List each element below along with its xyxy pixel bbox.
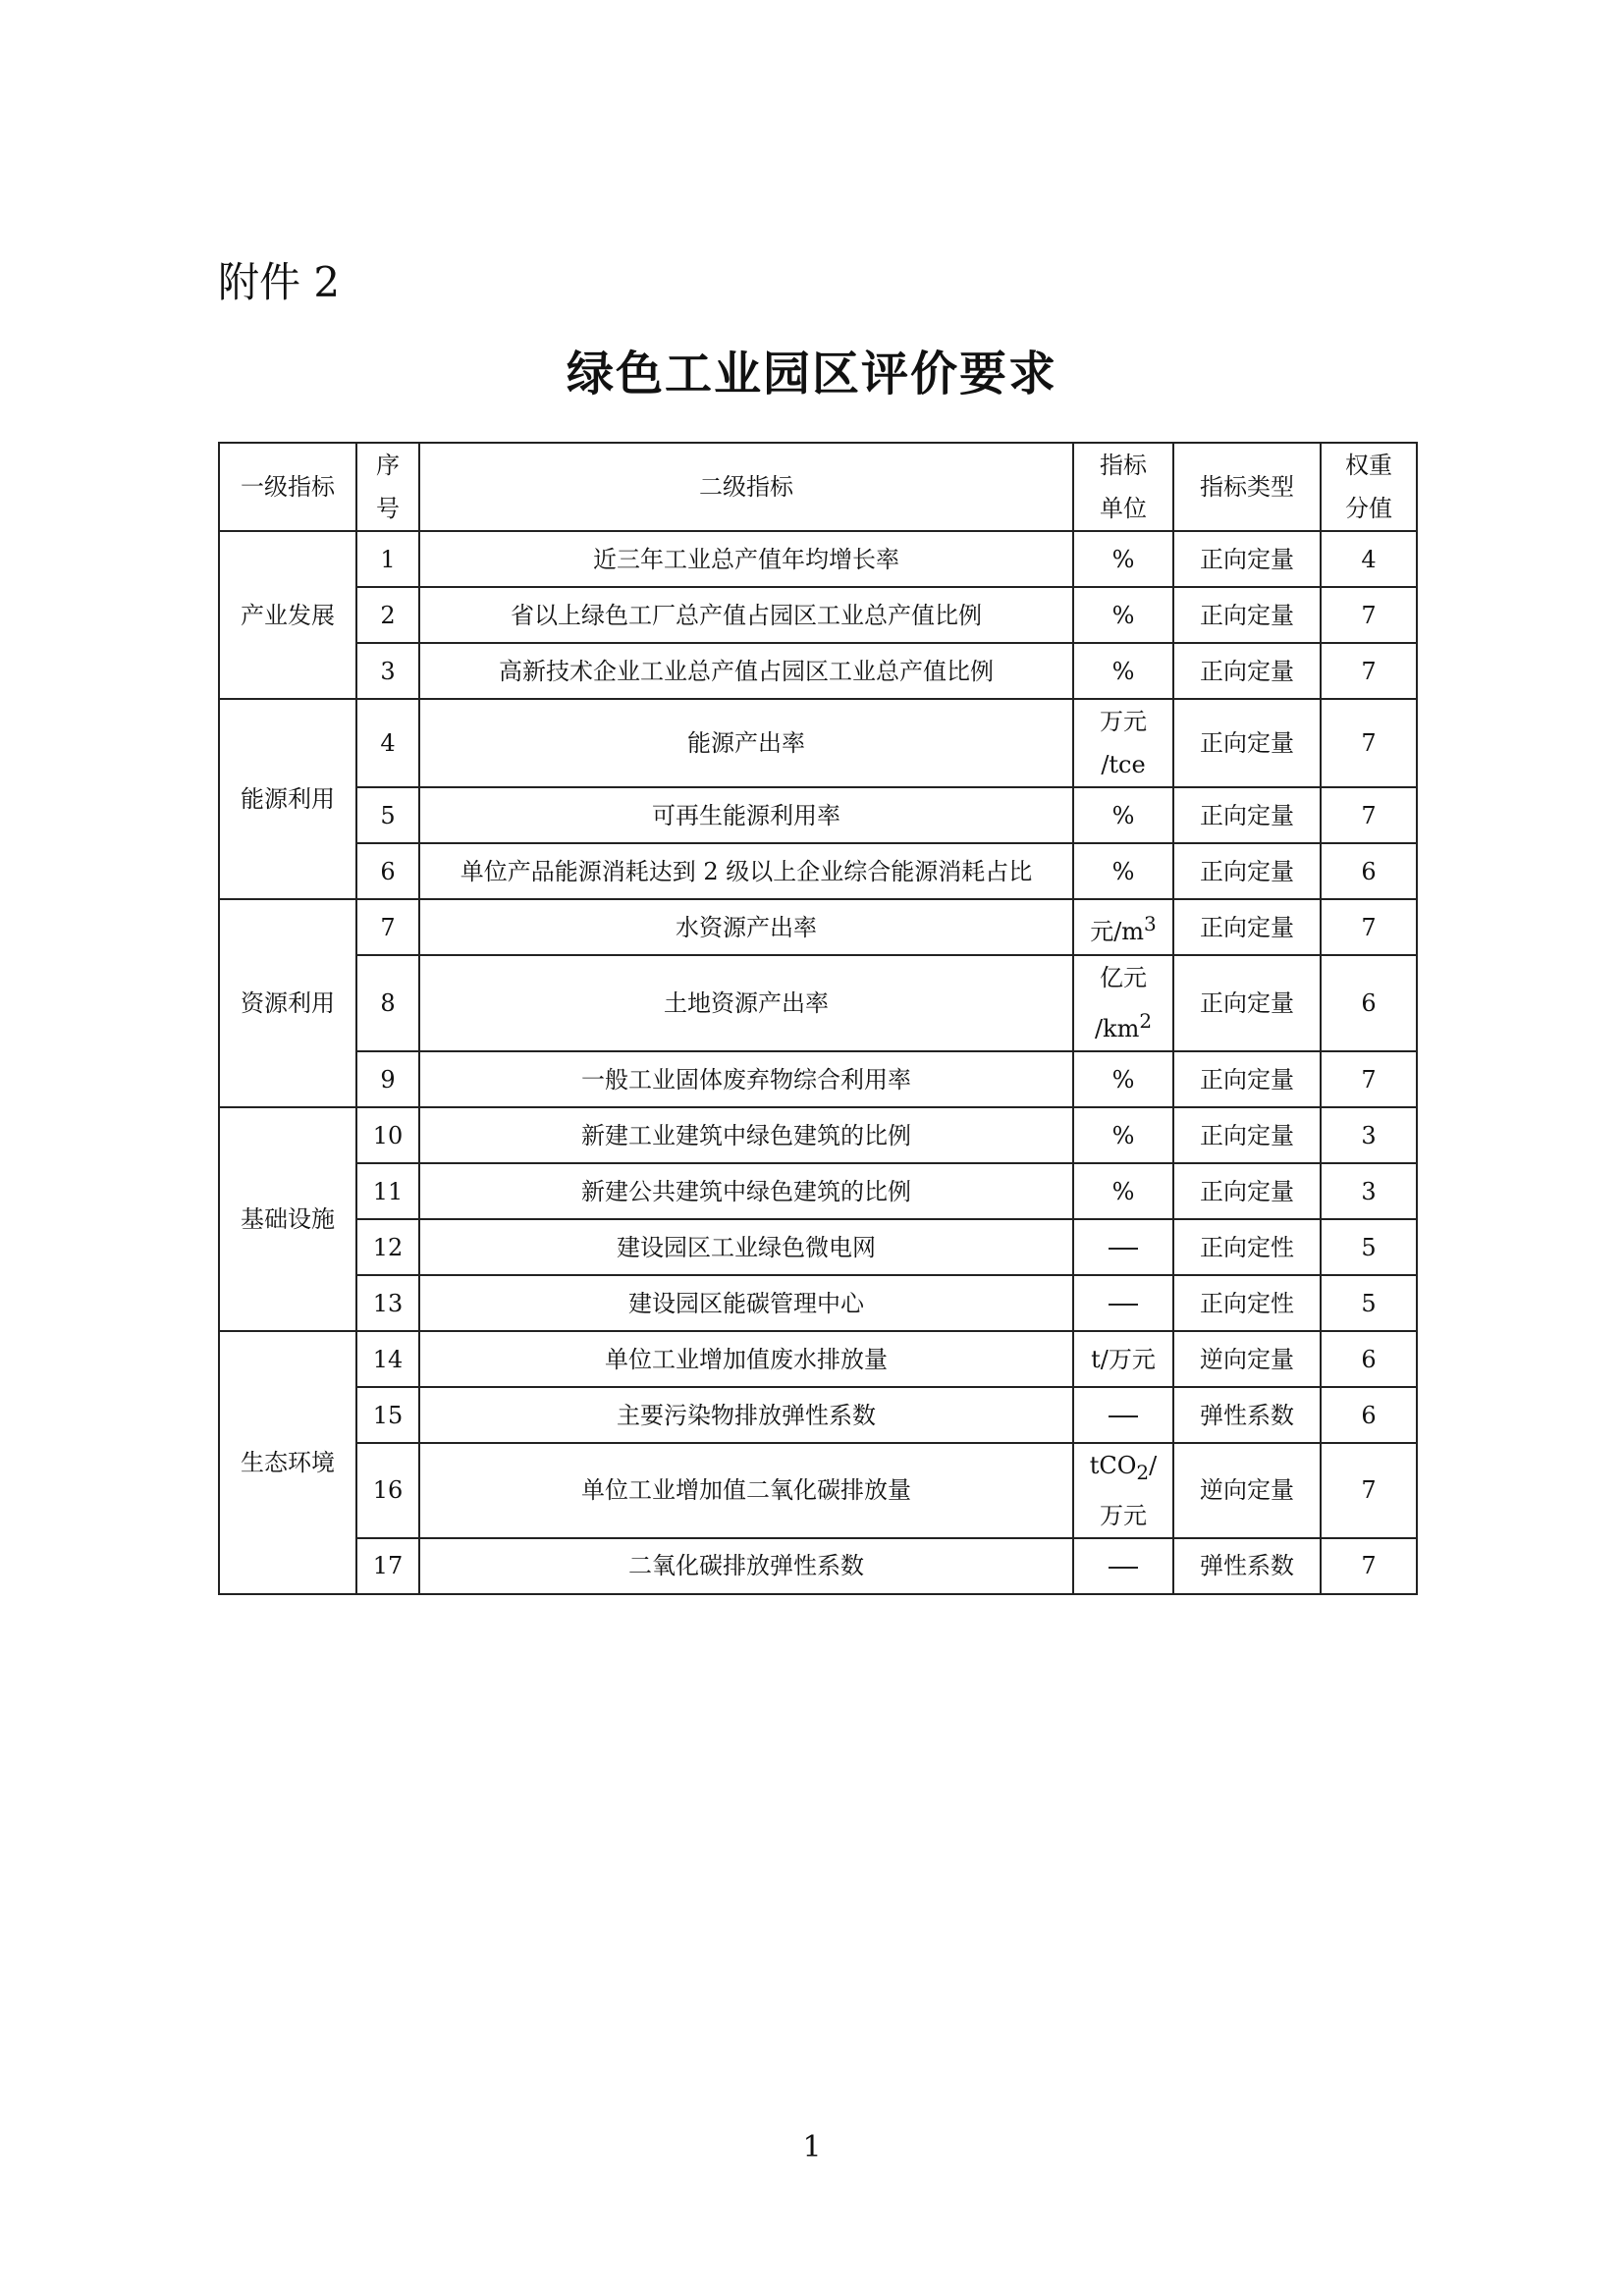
unit-line1: 亿元 bbox=[1100, 964, 1147, 991]
row-weight: 4 bbox=[1321, 531, 1417, 587]
unit-dash bbox=[1109, 1567, 1138, 1569]
row-unit bbox=[1073, 899, 1173, 955]
row-type: 正向定量 bbox=[1173, 843, 1321, 899]
row-weight: 3 bbox=[1321, 1107, 1417, 1163]
table-row bbox=[219, 1443, 1417, 1538]
header-unit-line2: 单位 bbox=[1100, 495, 1147, 522]
row-number: 15 bbox=[356, 1387, 419, 1443]
unit-line1 bbox=[1090, 1444, 1158, 1494]
document-title: 绿色工业园区评价要求 bbox=[566, 347, 1057, 401]
row-type: 正向定量 bbox=[1173, 587, 1321, 643]
category-ecology: 生态环境 bbox=[219, 1331, 356, 1594]
page-number: 1 bbox=[802, 2130, 822, 2164]
row-unit: % bbox=[1073, 787, 1173, 843]
row-number: 1 bbox=[356, 531, 419, 587]
row-type: 正向定量 bbox=[1173, 1107, 1321, 1163]
row-indicator: 可再生能源利用率 bbox=[419, 787, 1073, 843]
unit-line2 bbox=[1095, 999, 1152, 1050]
unit-line1: 万元 bbox=[1100, 708, 1147, 735]
row-number: 5 bbox=[356, 787, 419, 843]
row-unit: % bbox=[1073, 643, 1173, 699]
row-type: 正向定量 bbox=[1173, 787, 1321, 843]
table-row bbox=[219, 955, 1417, 1051]
row-type: 正向定性 bbox=[1173, 1219, 1321, 1275]
row-number: 3 bbox=[356, 643, 419, 699]
header-weight-line2: 分值 bbox=[1345, 495, 1392, 522]
row-type: 弹性系数 bbox=[1173, 1538, 1321, 1594]
row-type: 正向定量 bbox=[1173, 531, 1321, 587]
row-weight: 5 bbox=[1321, 1275, 1417, 1331]
row-unit bbox=[1073, 1443, 1173, 1538]
row-weight: 6 bbox=[1321, 955, 1417, 1051]
row-indicator: 新建工业建筑中绿色建筑的比例 bbox=[419, 1107, 1073, 1163]
row-indicator: 近三年工业总产值年均增长率 bbox=[419, 531, 1073, 587]
row-number: 17 bbox=[356, 1538, 419, 1594]
table-row bbox=[219, 899, 1417, 955]
row-indicator: 水资源产出率 bbox=[419, 899, 1073, 955]
unit-base: /km bbox=[1094, 1015, 1140, 1042]
row-indicator: 新建公共建筑中绿色建筑的比例 bbox=[419, 1163, 1073, 1219]
attachment-label: 附件 2 bbox=[218, 258, 341, 306]
unit-dash bbox=[1109, 1304, 1138, 1306]
row-unit bbox=[1073, 1538, 1173, 1594]
unit-pre: tCO bbox=[1089, 1452, 1137, 1479]
category-resource: 资源利用 bbox=[219, 899, 356, 1107]
table-row bbox=[219, 1163, 1417, 1219]
row-type: 正向定量 bbox=[1173, 699, 1321, 787]
row-weight: 6 bbox=[1321, 1387, 1417, 1443]
unit-line2: 万元 bbox=[1100, 1501, 1147, 1529]
row-indicator: 省以上绿色工厂总产值占园区工业总产值比例 bbox=[419, 587, 1073, 643]
row-weight: 6 bbox=[1321, 843, 1417, 899]
row-weight: 7 bbox=[1321, 1051, 1417, 1107]
table-row bbox=[219, 1538, 1417, 1594]
row-number: 11 bbox=[356, 1163, 419, 1219]
table-row bbox=[219, 1051, 1417, 1107]
table-row bbox=[219, 587, 1417, 643]
table-header-row bbox=[219, 443, 1417, 531]
unit-subscript: 2 bbox=[1136, 1460, 1150, 1484]
row-weight: 5 bbox=[1321, 1219, 1417, 1275]
row-weight: 7 bbox=[1321, 699, 1417, 787]
row-number: 7 bbox=[356, 899, 419, 955]
row-type: 正向定量 bbox=[1173, 899, 1321, 955]
row-number: 13 bbox=[356, 1275, 419, 1331]
row-weight: 7 bbox=[1321, 787, 1417, 843]
header-weight-line1: 权重 bbox=[1345, 452, 1392, 479]
row-type: 逆向定量 bbox=[1173, 1331, 1321, 1387]
row-type: 正向定性 bbox=[1173, 1275, 1321, 1331]
row-number: 8 bbox=[356, 955, 419, 1051]
row-unit bbox=[1073, 1219, 1173, 1275]
table-row bbox=[219, 1331, 1417, 1387]
row-type: 逆向定量 bbox=[1173, 1443, 1321, 1538]
table-row bbox=[219, 643, 1417, 699]
table-row bbox=[219, 1275, 1417, 1331]
row-unit: % bbox=[1073, 1163, 1173, 1219]
evaluation-table bbox=[218, 442, 1418, 1595]
row-number: 6 bbox=[356, 843, 419, 899]
row-weight: 7 bbox=[1321, 1538, 1417, 1594]
row-unit: % bbox=[1073, 843, 1173, 899]
row-number: 9 bbox=[356, 1051, 419, 1107]
row-weight: 7 bbox=[1321, 899, 1417, 955]
row-type: 正向定量 bbox=[1173, 643, 1321, 699]
row-weight: 6 bbox=[1321, 1331, 1417, 1387]
row-weight: 7 bbox=[1321, 587, 1417, 643]
row-indicator: 建设园区工业绿色微电网 bbox=[419, 1219, 1073, 1275]
row-type: 弹性系数 bbox=[1173, 1387, 1321, 1443]
table-row bbox=[219, 843, 1417, 899]
row-indicator: 高新技术企业工业总产值占园区工业总产值比例 bbox=[419, 643, 1073, 699]
unit-superscript: 3 bbox=[1144, 911, 1157, 935]
row-unit: % bbox=[1073, 1107, 1173, 1163]
row-unit: % bbox=[1073, 531, 1173, 587]
unit-post: / bbox=[1149, 1452, 1158, 1479]
row-indicator: 能源产出率 bbox=[419, 699, 1073, 787]
unit-dash bbox=[1109, 1248, 1138, 1250]
row-unit: % bbox=[1073, 1051, 1173, 1107]
row-unit bbox=[1073, 1275, 1173, 1331]
category-energy: 能源利用 bbox=[219, 699, 356, 899]
row-unit: t/万元 bbox=[1073, 1331, 1173, 1387]
row-indicator: 二氧化碳排放弹性系数 bbox=[419, 1538, 1073, 1594]
row-indicator: 主要污染物排放弹性系数 bbox=[419, 1387, 1073, 1443]
header-indicator: 二级指标 bbox=[419, 443, 1073, 531]
row-number: 12 bbox=[356, 1219, 419, 1275]
row-indicator: 单位工业增加值废水排放量 bbox=[419, 1331, 1073, 1387]
row-type: 正向定量 bbox=[1173, 1051, 1321, 1107]
table-row bbox=[219, 787, 1417, 843]
unit-dash bbox=[1109, 1415, 1138, 1417]
row-indicator: 土地资源产出率 bbox=[419, 955, 1073, 1051]
header-type: 指标类型 bbox=[1173, 443, 1321, 531]
row-unit bbox=[1073, 1387, 1173, 1443]
header-number-line1: 序 bbox=[376, 452, 400, 479]
unit-superscript: 2 bbox=[1139, 1009, 1153, 1033]
header-number bbox=[356, 443, 419, 531]
header-weight bbox=[1321, 443, 1417, 531]
row-indicator: 建设园区能碳管理中心 bbox=[419, 1275, 1073, 1331]
unit-base: 元/m bbox=[1090, 917, 1145, 945]
table-row bbox=[219, 699, 1417, 787]
row-number: 4 bbox=[356, 699, 419, 787]
table-row bbox=[219, 1219, 1417, 1275]
header-category: 一级指标 bbox=[219, 443, 356, 531]
row-unit bbox=[1073, 955, 1173, 1051]
row-weight: 3 bbox=[1321, 1163, 1417, 1219]
table-row bbox=[219, 531, 1417, 587]
row-indicator: 单位产品能源消耗达到 2 级以上企业综合能源消耗占比 bbox=[419, 843, 1073, 899]
header-number-line2: 号 bbox=[376, 495, 400, 522]
row-weight: 7 bbox=[1321, 643, 1417, 699]
header-unit-line1: 指标 bbox=[1100, 452, 1147, 479]
row-number: 10 bbox=[356, 1107, 419, 1163]
table-row bbox=[219, 1387, 1417, 1443]
row-number: 2 bbox=[356, 587, 419, 643]
unit-line2: /tce bbox=[1101, 751, 1146, 778]
row-unit: % bbox=[1073, 587, 1173, 643]
row-weight: 7 bbox=[1321, 1443, 1417, 1538]
row-number: 16 bbox=[356, 1443, 419, 1538]
row-indicator: 单位工业增加值二氧化碳排放量 bbox=[419, 1443, 1073, 1538]
category-infrastructure: 基础设施 bbox=[219, 1107, 356, 1331]
table-row bbox=[219, 1107, 1417, 1163]
row-indicator: 一般工业固体废弃物综合利用率 bbox=[419, 1051, 1073, 1107]
row-unit bbox=[1073, 699, 1173, 787]
row-type: 正向定量 bbox=[1173, 955, 1321, 1051]
row-type: 正向定量 bbox=[1173, 1163, 1321, 1219]
row-number: 14 bbox=[356, 1331, 419, 1387]
category-industry: 产业发展 bbox=[219, 531, 356, 699]
header-unit bbox=[1073, 443, 1173, 531]
